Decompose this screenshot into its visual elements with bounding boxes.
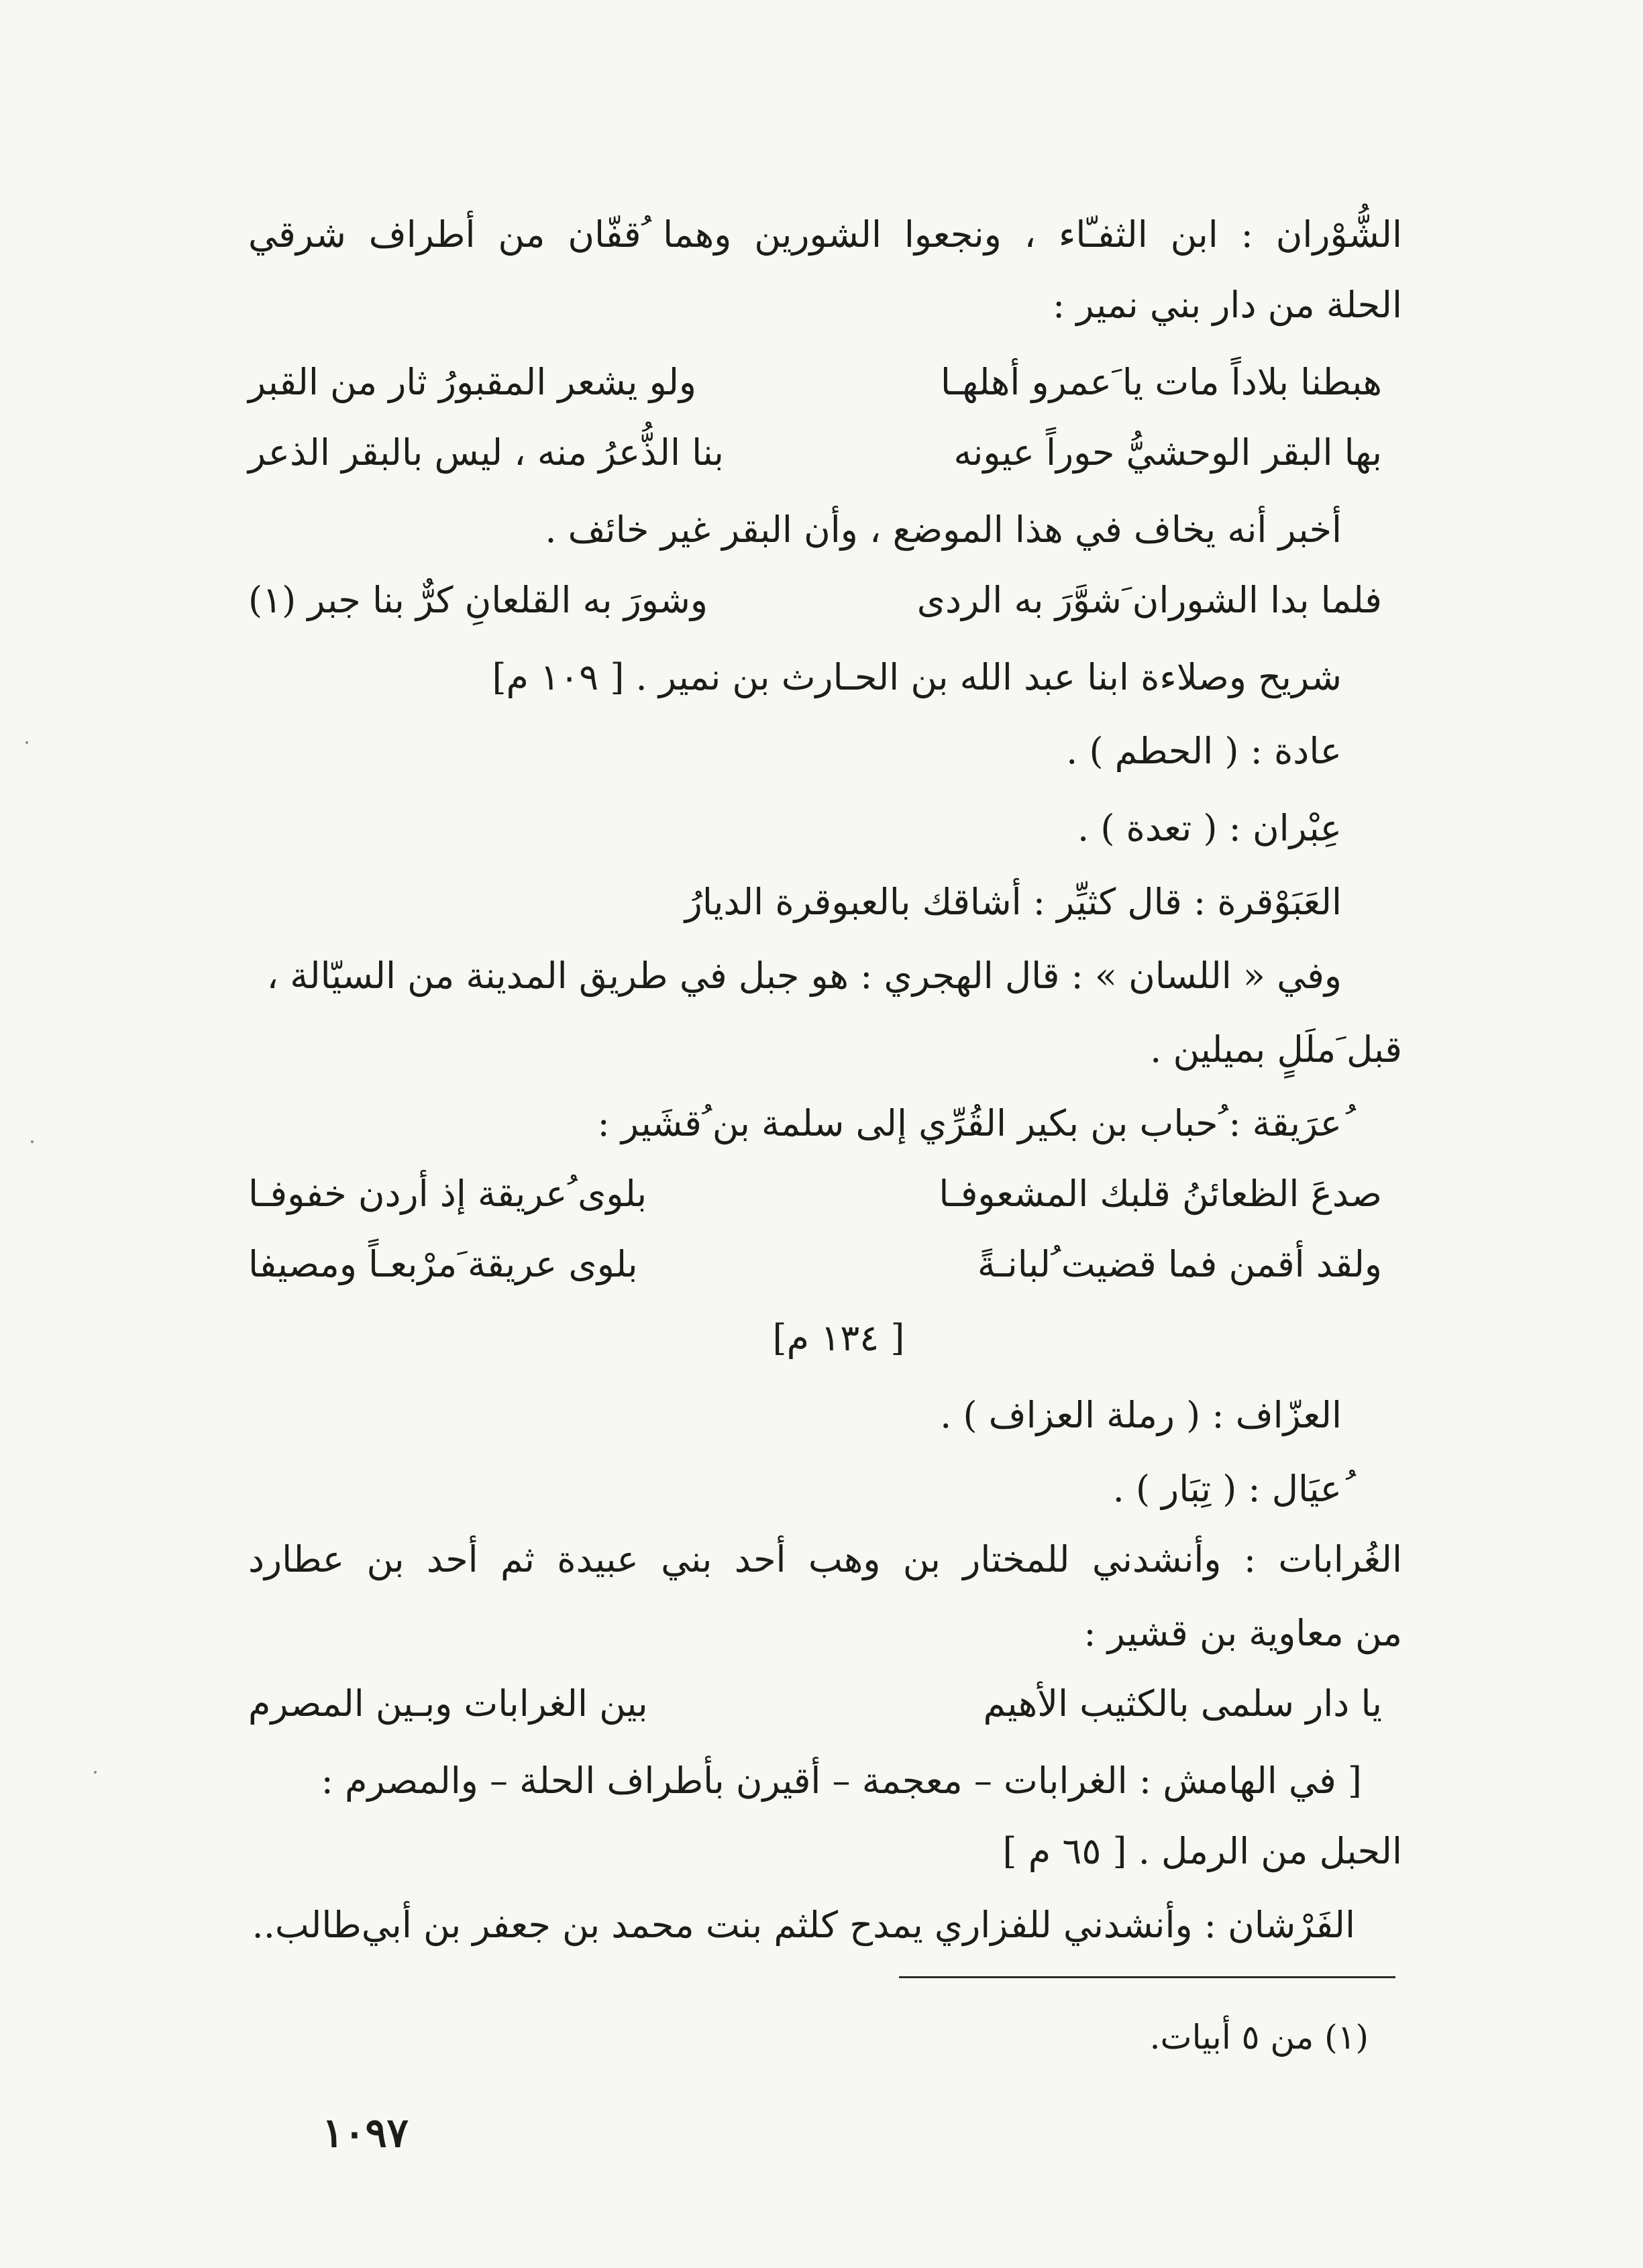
- entry-iyal: ُعيَال : ( تِبَار ) .: [1112, 1468, 1342, 1510]
- entry-azzaf: العزّاف : ( رملة العزاف ) .: [940, 1394, 1342, 1436]
- verse4-hemistich-right: صدعَ الظعائنُ قلبك المشعوفـا: [939, 1173, 1382, 1215]
- verse5-hemistich-left: بلوى عريقة َمرْبعـاً ومصيفا: [248, 1243, 638, 1285]
- entry-aada: عادة : ( الحطم ) .: [1066, 730, 1342, 772]
- verse6-hemistich-right: يا دار سلمى بالكثيب الأهيم: [983, 1682, 1382, 1725]
- verse1-hemistich-left: ولو يشعر المقبورُ ثار من القبر: [248, 361, 697, 403]
- entry-ghurabat-line1: الغُرابات : وأنشدني للمختار بن وهب أحد بني عبيدة ثم أحد بن عطارد: [248, 1538, 1402, 1580]
- entry-farshan: الفَرْشان : وأنشدني للفزاري يمدح كلثم بنت محمد بن جعفر بن أبي‌طالب..: [252, 1904, 1355, 1946]
- lisan-quote-line1: وفي « اللسان » : قال الهجري : هو جبل في طريق المدينة من السيّالة ،: [266, 955, 1342, 997]
- verse6-hemistich-left: بين الغرابات وبـين المصرم: [248, 1682, 648, 1725]
- attribution-line: شريح وصلاءة ابنا عبد الله بن الحـارث بن نمير . [ ١٠٩ م]: [492, 656, 1342, 698]
- scan-speck: [94, 1771, 97, 1774]
- entry-abawqara: العَبَوْقرة : قال كثيِّر : أشاقك بالعبوقرة الديارُ: [684, 881, 1342, 923]
- entry-shuran-line1: الشُّوْران : ابن الثفـّاء ، ونجعوا الشورين وهما ُقفّان من أطراف شرقي: [248, 213, 1402, 256]
- margin-note-line1: [ في الهامش : الغرابات – معجمة – أقيرن بأطراف الحلة – والمصرم :: [321, 1760, 1362, 1802]
- margin-note-line2: الحبل من الرمل . [ ٦٥ م ]: [1002, 1830, 1402, 1872]
- entry-shuran-line2: الحلة من دار بني نمير :: [1053, 284, 1402, 326]
- verse5-hemistich-right: ولقد أقمن فما قضيت ُلبانـةً: [977, 1243, 1382, 1285]
- entry-urayqa: ُعرَيقة : ُحباب بن بكير القُرِّي إلى سلمة بن ُقشَير :: [597, 1102, 1342, 1144]
- verse1-hemistich-right: هبطنا بلاداً مات يا َعمرو أهلهـا: [940, 361, 1382, 403]
- page-number: ١٠٩٧: [322, 2110, 409, 2157]
- footnote: (١) من ٥ أبيات.: [1149, 2018, 1369, 2057]
- verse2-hemistich-left: بنا الذُّعرُ منه ، ليس بالبقر الذعر: [248, 431, 724, 474]
- scan-speck: [25, 741, 28, 744]
- scan-speck: [31, 1140, 34, 1143]
- manuscript-ref: [ ١٣٤ م]: [772, 1317, 905, 1359]
- entry-ghurabat-line2: من معاوية بن قشير :: [1083, 1612, 1402, 1654]
- footnote-divider: [899, 1976, 1395, 1978]
- verse3-hemistich-left: وشورَ به القلعانِ كرٌّ بنا جبر (١): [248, 579, 708, 621]
- explanation-line: أخبر أنه يخاف في هذا الموضع ، وأن البقر غير خائف .: [545, 508, 1342, 551]
- verse3-hemistich-right: فلما بدا الشوران َشوَّرَ به الردى: [916, 579, 1382, 621]
- verse2-hemistich-right: بها البقر الوحشيُّ حوراً عيونه: [953, 431, 1382, 474]
- entry-ibran: عِبْران : ( تعدة ) .: [1077, 807, 1342, 849]
- lisan-quote-line2: قبل َملَلٍ بميلين .: [1150, 1028, 1402, 1071]
- verse4-hemistich-left: بلوى ُعريقة إذ أردن خفوفـا: [248, 1173, 647, 1215]
